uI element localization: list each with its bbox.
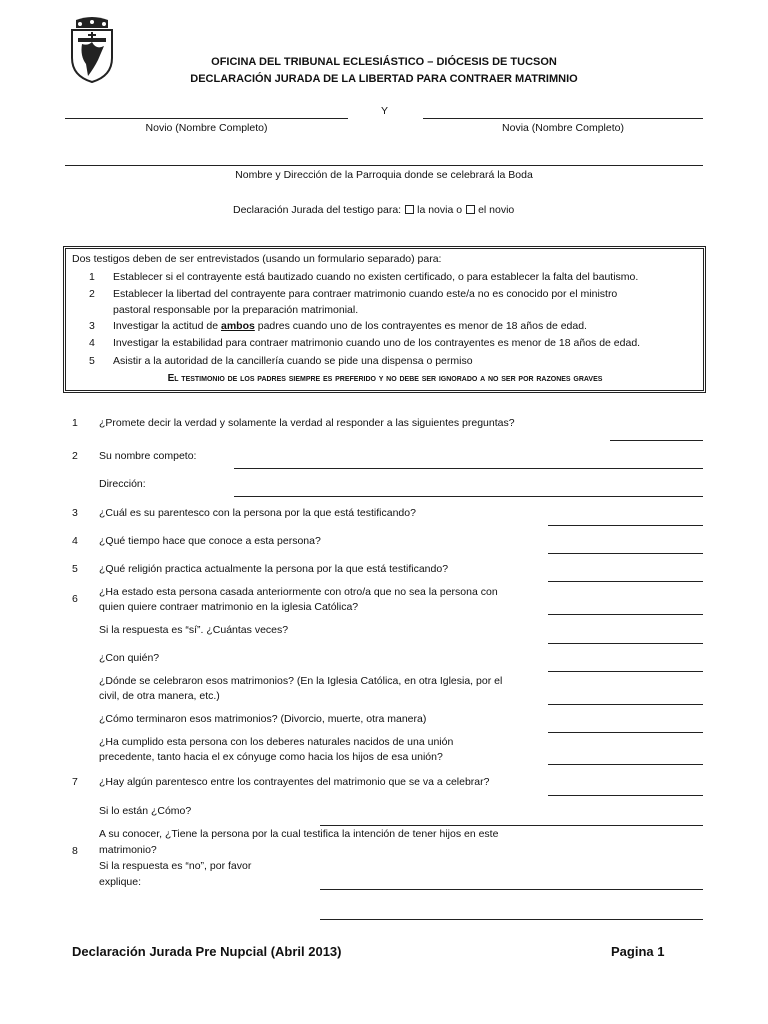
bride-checkbox[interactable] (405, 205, 414, 214)
q8-answer-line-2[interactable] (320, 919, 703, 920)
q4-number: 4 (72, 535, 78, 547)
q6-where-line1: ¿Dónde se celebraron esos matrimonios? (En la Iglesia Católica, en otra Iglesia, por el (99, 675, 503, 687)
q6-text-line1: ¿Ha estado esta persona casada anteriormente con otro/a que no sea la persona con (99, 586, 498, 598)
q3-answer-line[interactable] (548, 525, 703, 526)
box-item-num: 5 (89, 355, 95, 367)
box-item-3-pre: Investigar la actitud de (113, 320, 221, 332)
box-item-3-post: padres cuando uno de los contrayentes es menor de 18 años de edad. (254, 320, 587, 332)
header-title: DECLARACIÓN JURADA DE LA LIBERTAD PARA CONTRAER MATRIMNIO (190, 73, 578, 85)
witness-prefix: Declaración Jurada del testigo para: (233, 204, 402, 216)
box-item-5: Asistir a la autoridad de la cancillería cuando se pide una dispensa o permiso (113, 355, 473, 367)
q8-text-line1: A su conocer, ¿Tiene la persona por la cual testifica la intención de tener hijos en este (99, 828, 499, 840)
q6-text-line2: quien quiere contraer matrimonio en la iglesia Católica? (99, 601, 359, 613)
q8-text-line3: Si la respuesta es “no”, por favor (99, 860, 252, 872)
q6-how-ended-line[interactable] (548, 732, 703, 733)
q8-text-line4: explique: (99, 876, 142, 888)
q6-how-many: Si la respuesta es “sí”. ¿Cuántas veces? (99, 624, 289, 636)
q6-where-line2: civil, de otra manera, etc.) (99, 690, 220, 702)
q7-number: 7 (72, 776, 78, 788)
q5-answer-line[interactable] (548, 581, 703, 582)
q1-answer-line[interactable] (610, 440, 703, 441)
q3-text: ¿Cuál es su parentesco con la persona por la que está testificando? (99, 507, 416, 519)
q2-text: Su nombre competo: (99, 450, 197, 462)
q8-answer-line[interactable] (320, 889, 703, 890)
parish-label: Nombre y Dirección de la Parroquia donde se celebrará la Boda (235, 169, 533, 181)
box-item-4: Investigar la estabilidad para contraer matrimonio cuando uno de los contrayentes es menor de 18 años de edad. (113, 337, 641, 349)
q6-answer-line[interactable] (548, 614, 703, 615)
q2-sub: Dirección: (99, 478, 146, 490)
footer-page-number: Pagina 1 (611, 944, 665, 959)
q7-how-line[interactable] (320, 825, 703, 826)
groom-name-line[interactable] (65, 118, 348, 119)
q4-text: ¿Qué tiempo hace que conoce a esta persona? (99, 535, 321, 547)
q2-address-line[interactable] (234, 496, 703, 497)
names-connector: Y (381, 105, 389, 117)
q5-number: 5 (72, 563, 78, 575)
box-item-num: 1 (89, 271, 95, 283)
q1-number: 1 (72, 417, 78, 429)
box-item-3-emph: ambos (220, 320, 255, 332)
box-item-2-line2: pastoral responsable por la preparación matrimonial. (113, 304, 359, 316)
box-item-3 (113, 320, 587, 333)
q7-answer-line[interactable] (548, 795, 703, 796)
q6-duties-line1: ¿Ha cumplido esta persona con los deberes naturales nacidos de una unión (99, 736, 454, 748)
q6-number: 6 (72, 593, 78, 605)
q6-with-whom: ¿Con quién? (99, 652, 160, 664)
q6-how-ended: ¿Cómo terminaron esos matrimonios? (Divorcio, muerte, otra manera) (99, 713, 427, 725)
box-item-1: Establecer si el contrayente está bautizado cuando no existen certificado, o para establecer la falta del bautismo. (113, 271, 639, 283)
box-item-2-line1: Establecer la libertad del contrayente para contraer matrimonio cuando este/a no es conocido por el ministro (113, 288, 618, 300)
box-note: El testimonio de los padres siempre es preferido y no debe ser ignorado a no ser por razones graves (167, 373, 603, 384)
groom-label: Novio (Nombre Completo) (145, 122, 268, 134)
q6-how-many-line[interactable] (548, 643, 703, 644)
witness-for (233, 204, 514, 217)
groom-option-label: el novio (478, 204, 515, 216)
q6-duties-line[interactable] (548, 764, 703, 765)
q2-number: 2 (72, 450, 78, 462)
q5-text: ¿Qué religión practica actualmente la persona por la que está testificando? (99, 563, 449, 575)
footer-doc-name: Declaración Jurada Pre Nupcial (Abril 2013) (72, 944, 342, 959)
q6-where-line[interactable] (548, 704, 703, 705)
q8-number: 8 (72, 845, 78, 857)
groom-checkbox[interactable] (466, 205, 475, 214)
bride-label: Novia (Nombre Completo) (502, 122, 624, 134)
q4-answer-line[interactable] (548, 553, 703, 554)
q3-number: 3 (72, 507, 78, 519)
header-office: OFICINA DEL TRIBUNAL ECLESIÁSTICO – DIÓCESIS DE TUCSON (211, 56, 557, 68)
box-item-num: 2 (89, 288, 95, 300)
q6-duties-line2: precedente, tanto hacia el ex cónyuge como hacia los hijos de esa unión? (99, 751, 443, 763)
parish-line[interactable] (65, 165, 703, 166)
q7-sub: Si lo están ¿Cómo? (99, 805, 192, 817)
q1-text: ¿Promete decir la verdad y solamente la verdad al responder a las siguientes preguntas? (99, 417, 515, 429)
box-item-num: 3 (89, 320, 95, 332)
q8-text-line2: matrimonio? (99, 844, 157, 856)
q6-with-whom-line[interactable] (548, 671, 703, 672)
box-intro: Dos testigos deben de ser entrevistados (usando un formulario separado) para: (72, 253, 442, 265)
q7-text: ¿Hay algún parentesco entre los contrayentes del matrimonio que se va a celebrar? (99, 776, 490, 788)
bride-name-line[interactable] (423, 118, 703, 119)
box-item-num: 4 (89, 337, 95, 349)
bride-option-label: la novia o (417, 204, 463, 216)
q2-name-line[interactable] (234, 468, 703, 469)
